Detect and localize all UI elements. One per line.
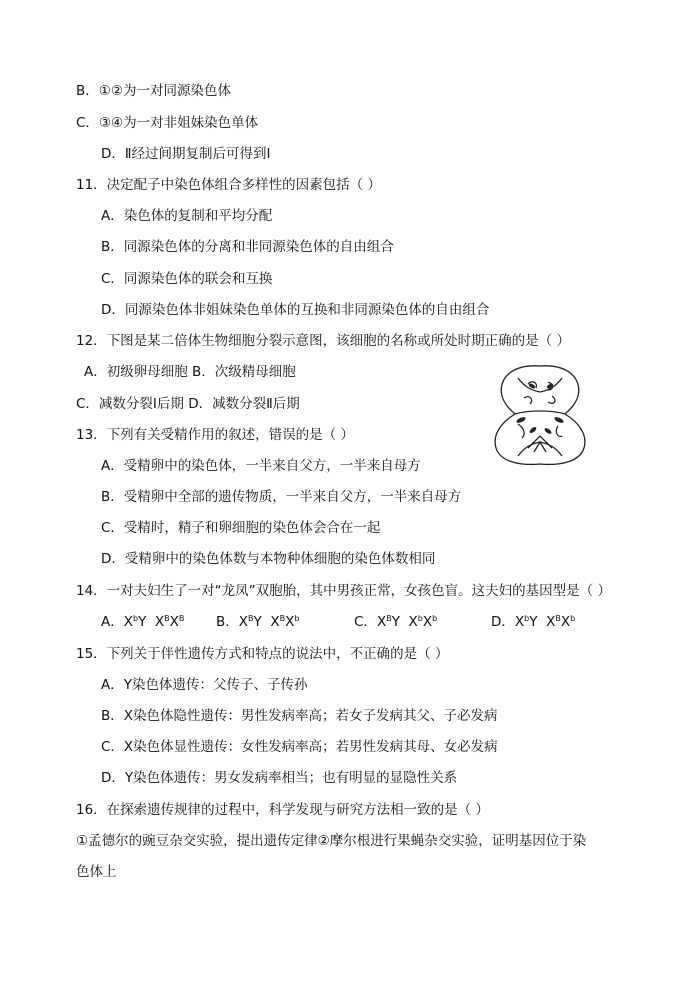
option-c-q11: C．同源染色体的联会和互换 [101,271,273,287]
options-cd-q12: C．减数分裂Ⅰ后期 D．减数分裂Ⅱ后期 [76,396,300,412]
q16-statement-line2: 色体上 [76,864,117,880]
question-15: 15．下列关于伴性遗传方式和特点的说法中，不正确的是（ ） [76,646,449,662]
question-16: 16．在探索遗传规律的过程中，科学发现与研究方法相一致的是（ ） [76,802,489,818]
option-c-q14: C．$X^BY$ $X^bX^b$ [354,614,438,630]
question-13: 13．下列有关受精作用的叙述，错误的是（ ） [76,427,354,443]
q16-statement-line1: ①孟德尔的豌豆杂交实验，提出遗传定律②摩尔根进行果蝇杂交实验，证明基因位于染 [76,833,587,849]
b-option-q10: B．①②为一对同源染色体 [76,83,231,99]
option-b-q15: B．X染色体隐性遗传：男性发病率高；若女子发病其父、子必发病 [101,708,498,724]
option-d-q13: D．受精卵中的染色体数与本物种体细胞的染色体数相同 [101,551,436,567]
options-ab-q12: A．初级卵母细胞 B．次级精母细胞 [84,364,296,380]
cell-division-diagram-icon [488,362,592,466]
option-d-q15: D．Y染色体遗传：男女发病率相当；也有明显的显隐性关系 [101,770,458,786]
option-b-q14: B．$X^BY$ $X^BX^b$ [216,614,300,630]
option-a-q13: A．受精卵中的染色体，一半来自父方，一半来自母方 [101,458,421,474]
option-c-q13: C．受精时，精子和卵细胞的染色体会合在一起 [101,520,381,536]
option-c-q15: C．X染色体显性遗传：女性发病率高；若男性发病其母、女必发病 [101,739,498,755]
option-a-q14: A．$X^bY$ $X^BX^B$ [101,614,185,630]
option-d-q14: D．$X^bY$ $X^BX^b$ [491,614,576,630]
option-a-q15: A．Y染色体遗传：父传子、子传孙 [101,677,308,693]
option-d-q11: D．同源染色体非姐妹染色单体的互换和非同源染色体的自由组合 [101,302,490,318]
question-11: 11．决定配子中染色体组合多样性的因素包括（ ） [76,177,381,193]
d-option-q10: D．Ⅱ经过间期复制后可得到Ⅰ [101,146,271,162]
option-b-q11: B．同源染色体的分离和非同源染色体的自由组合 [101,239,394,255]
question-12: 12．下图是某二倍体生物细胞分裂示意图，该细胞的名称或所处时期正确的是（ ） [76,333,570,349]
option-a-q11: A．染色体的复制和平均分配 [101,208,273,224]
option-b-q13: B．受精卵中全部的遗传物质，一半来自父方，一半来自母方 [101,489,462,505]
question-14: 14．一对夫妇生了一对“龙凤”双胞胎，其中男孩正常，女孩色盲。这夫妇的基因型是（ ） [76,583,611,599]
c-option-q10: C．③④为一对非姐妹染色单体 [76,115,259,131]
